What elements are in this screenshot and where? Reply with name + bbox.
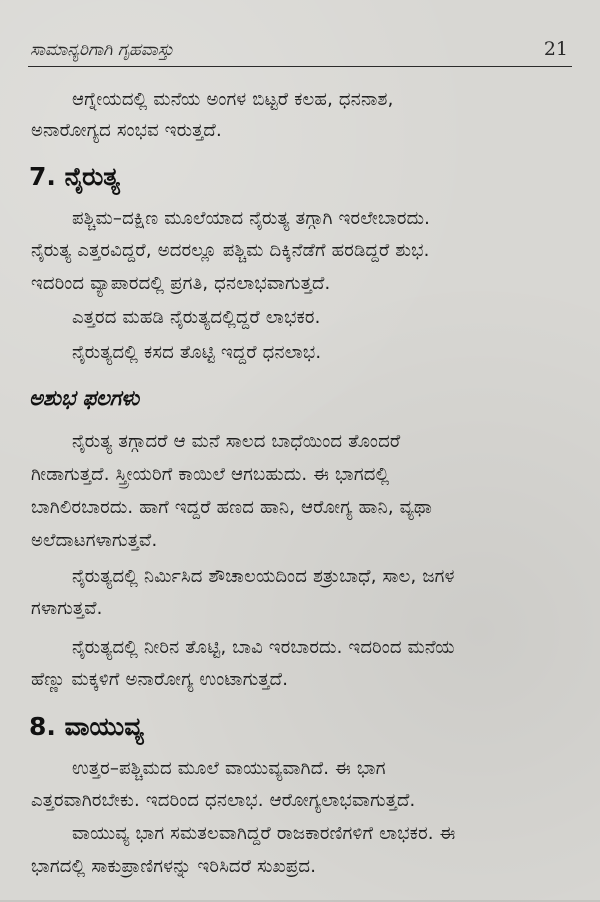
ashubha-line-2: ಗೀಡಾಗುತ್ತದೆ. ಸ್ತ್ರೀಯರಿಗೆ ಕಾಯಿಲೆ ಆಗಬಹುದು. ಈ ಭಾಗದಲ್ಲಿ: [31, 464, 390, 485]
intro-line-2: ಅನಾರೋಗ್ಯದ ಸಂಭವ ಇರುತ್ತದೆ.: [31, 120, 222, 141]
section-7-line-5: ನೈರುತ್ಯದಲ್ಲಿ ಕಸದ ತೊಟ್ಟಿ ಇದ್ದರೆ ಧನಲಾಭ.: [72, 342, 322, 363]
section-8-line-4: ಭಾಗದಲ್ಲಿ ಸಾಕುಪ್ರಾಣಿಗಳನ್ನು ಇರಿಸಿದರೆ ಸುಖಪ್ರದ.: [31, 856, 317, 877]
section-7-line-3: ಇದರಿಂದ ವ್ಯಾಪಾರದಲ್ಲಿ ಪ್ರಗತಿ, ಧನಲಾಭವಾಗುತ್ತದೆ.: [31, 273, 331, 294]
ashubha-line-1: ನೈರುತ್ಯ ತಗ್ಗಾದರೆ ಆ ಮನೆ ಸಾಲದ ಬಾಧೆಯಿಂದ ತೊಂದರೆ: [72, 431, 401, 452]
section-8-line-3: ವಾಯುವ್ಯ ಭಾಗ ಸಮತಲವಾಗಿದ್ದರೆ ರಾಜಕಾರಣಿಗಳಿಗೆ ಲಾಭಕರ. ಈ: [72, 823, 456, 844]
ashubha-line-3: ಬಾಗಿಲಿರಬಾರದು. ಹಾಗೆ ಇದ್ದರೆ ಹಣದ ಹಾನಿ, ಆರೋಗ್ಯ ಹಾನಿ, ವ್ಯಥಾ: [31, 497, 433, 518]
section-7-line-4: ಎತ್ತರದ ಮಹಡಿ ನೈರುತ್ಯದಲ್ಲಿದ್ದರೆ ಲಾಭಕರ.: [72, 307, 321, 328]
ashubha-line-8: ಹೆಣ್ಣು ಮಕ್ಕಳಿಗೆ ಅನಾರೋಗ್ಯ ಉಂಟಾಗುತ್ತದೆ.: [31, 669, 289, 690]
section-7-heading: 7. ನೈರುತ್ಯ: [29, 162, 120, 191]
running-title: ಸಾಮಾನ್ಯರಿಗಾಗಿ ಗೃಹವಾಸ್ತು: [30, 40, 174, 60]
section-8-heading: 8. ವಾಯುವ್ಯ: [29, 712, 144, 741]
ashubha-heading: ಅಶುಭ ಫಲಗಳು: [29, 386, 140, 410]
ashubha-line-6: ಗಳಾಗುತ್ತವೆ.: [31, 598, 103, 619]
intro-line-1: ಆಗ್ನೇಯದಲ್ಲಿ ಮನೆಯ ಅಂಗಳ ಬಿಟ್ಟರೆ ಕಲಹ, ಧನನಾಶ,: [72, 89, 394, 110]
ashubha-line-7: ನೈರುತ್ಯದಲ್ಲಿ ನೀರಿನ ತೊಟ್ಟಿ, ಬಾವಿ ಇರಬಾರದು. ಇದರಿಂದ ಮನೆಯ: [72, 637, 455, 658]
ashubha-line-4: ಅಲೆದಾಟಗಳಾಗುತ್ತವೆ.: [31, 530, 158, 551]
section-8-line-1: ಉತ್ತರ–ಪಶ್ಚಿಮದ ಮೂಲೆ ವಾಯುವ್ಯವಾಗಿದೆ. ಈ ಭಾಗ: [72, 758, 386, 779]
section-7-line-1: ಪಶ್ಚಿಮ–ದಕ್ಷಿಣ ಮೂಲೆಯಾದ ನೈರುತ್ಯ ತಗ್ಗಾಗಿ ಇರಲೇಬಾರದು.: [72, 208, 431, 229]
section-7-line-2: ನೈರುತ್ಯ ಎತ್ತರವಿದ್ದರೆ, ಅದರಲ್ಲೂ ಪಶ್ಚಿಮ ದಿಕ್ಕಿನೆಡೆಗೆ ಹರಡಿದ್ದರೆ ಶುಭ.: [31, 240, 430, 261]
page-number: 21: [543, 38, 568, 60]
page-header: [28, 34, 572, 67]
section-8-line-2: ಎತ್ತರವಾಗಿರಬೇಕು. ಇದರಿಂದ ಧನಲಾಭ. ಆರೋಗ್ಯಲಾಭವಾಗುತ್ತದೆ.: [31, 790, 416, 811]
ashubha-line-5: ನೈರುತ್ಯದಲ್ಲಿ ನಿರ್ಮಿಸಿದ ಶೌಚಾಲಯದಿಂದ ಶತ್ರುಬಾಧೆ, ಸಾಲ, ಜಗಳ: [72, 566, 455, 587]
